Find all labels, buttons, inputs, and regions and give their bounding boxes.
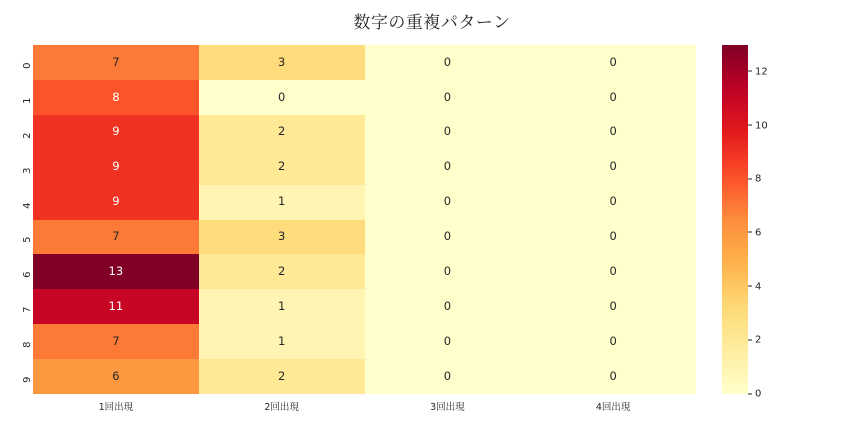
y-axis-tick-label: 4	[21, 202, 33, 209]
heatmap-cell	[365, 45, 531, 80]
heatmap-cell	[365, 254, 531, 289]
x-axis-tick-label: 3回出現	[430, 402, 465, 413]
heatmap-cell-value: 0	[609, 298, 617, 313]
y-axis-tick-label: 3	[21, 167, 33, 174]
heatmap-cell	[33, 254, 199, 289]
heatmap-cell-value: 0	[609, 124, 617, 139]
heatmap-cell	[530, 150, 696, 185]
heatmap-cell-value: 9	[112, 194, 120, 209]
heatmap-cell	[365, 324, 531, 359]
colorbar-tick-label: 12	[748, 66, 768, 77]
colorbar-tick-label: 10	[748, 120, 768, 131]
heatmap-cell	[199, 359, 365, 394]
heatmap-cell	[199, 220, 365, 255]
colorbar-tick-label: 6	[748, 227, 761, 238]
heatmap-cell-value: 2	[277, 368, 286, 383]
heatmap-cell-value: 0	[609, 194, 617, 209]
heatmap-cell	[365, 185, 531, 220]
heatmap-cell-value: 13	[108, 264, 124, 279]
heatmap-cell-value: 2	[277, 159, 286, 174]
heatmap-cell	[530, 254, 696, 289]
x-axis-tick-label: 4回出現	[595, 402, 631, 413]
heatmap-cell	[199, 254, 365, 289]
heatmap-cell	[365, 220, 531, 255]
heatmap-cell	[199, 324, 365, 359]
heatmap-cell-value: 0	[443, 298, 452, 313]
heatmap-cell-value: 0	[443, 229, 452, 244]
heatmap-cell-value: 0	[443, 54, 452, 69]
heatmap-cell	[33, 324, 199, 359]
y-axis-tick-label: 0	[21, 62, 33, 69]
x-axis-tick-label: 1回出現	[98, 402, 134, 413]
heatmap-cell-value: 2	[277, 124, 286, 139]
heatmap-cell-value: 8	[112, 89, 120, 104]
heatmap-cell	[33, 289, 199, 324]
heatmap-cell	[33, 115, 199, 150]
y-axis-tick-label: 5	[21, 236, 33, 244]
colorbar-tick-label: 0	[748, 389, 761, 400]
y-axis-tick-label: 7	[21, 306, 33, 314]
chart-title: 数字の重複パターン	[353, 13, 511, 33]
heatmap-cell-value: 0	[277, 89, 286, 104]
heatmap-cell	[33, 185, 199, 220]
heatmap-cell	[33, 359, 199, 394]
heatmap-cell-value: 0	[609, 264, 617, 279]
heatmap-cell-value: 9	[112, 124, 120, 139]
heatmap-cell	[199, 45, 365, 80]
heatmap-cell-value: 7	[112, 229, 120, 244]
heatmap-cell	[33, 80, 199, 115]
heatmap-cell	[530, 289, 696, 324]
colorbar	[722, 45, 768, 400]
heatmap-cell-value: 11	[108, 298, 124, 313]
heatmap-cell-value: 9	[112, 159, 120, 174]
heatmap-cell	[33, 220, 199, 255]
y-axis-tick-label: 9	[21, 376, 33, 383]
heatmap-cell	[33, 45, 199, 80]
heatmap-cell	[530, 80, 696, 115]
y-axis-tick-label: 2	[21, 132, 33, 139]
heatmap-cell	[365, 289, 531, 324]
y-axis-tick-label: 1	[21, 97, 33, 104]
heatmap-cell	[530, 185, 696, 220]
heatmap-cell-value: 0	[443, 333, 452, 348]
heatmap-cell-value: 0	[443, 368, 452, 383]
heatmap-cell-value: 0	[443, 159, 452, 174]
x-axis-tick-labels	[33, 399, 696, 413]
heatmap-cell-value: 0	[609, 229, 617, 244]
heatmap-cell	[365, 150, 531, 185]
heatmap-cell-value: 3	[277, 229, 286, 244]
heatmap-cell-value: 0	[609, 368, 617, 383]
heatmap-cell-value: 1	[277, 194, 286, 209]
heatmap-cell	[199, 289, 365, 324]
heatmap-cell-value: 0	[443, 194, 452, 209]
heatmap-cell-value: 1	[277, 298, 286, 313]
heatmap-cell-value: 3	[277, 54, 286, 69]
heatmap-cell	[199, 185, 365, 220]
colorbar-tick-label: 4	[748, 281, 761, 292]
heatmap-cell-value: 7	[112, 333, 120, 348]
heatmap-cell	[199, 115, 365, 150]
heatmap-cell-value: 7	[112, 54, 120, 69]
heatmap-cell-value: 0	[609, 333, 617, 348]
heatmap-cell-value: 0	[609, 89, 617, 104]
heatmap-cell-value: 0	[609, 159, 617, 174]
heatmap-cell	[199, 150, 365, 185]
colorbar-gradient	[722, 45, 748, 394]
heatmap-cell	[530, 324, 696, 359]
x-axis-tick-label: 2回出現	[264, 402, 299, 413]
colorbar-tick-label: 2	[748, 335, 761, 346]
heatmap-cell-value: 2	[277, 264, 286, 279]
heatmap-cell	[365, 115, 531, 150]
heatmap-cell	[365, 359, 531, 394]
heatmap-plot-area	[21, 45, 696, 394]
heatmap-cell-value: 0	[443, 89, 452, 104]
heatmap-cell	[530, 359, 696, 394]
heatmap-cell	[530, 115, 696, 150]
heatmap-cells	[33, 45, 696, 394]
heatmap-cell	[199, 80, 365, 115]
heatmap-cell-value: 1	[277, 333, 286, 348]
y-axis-tick-label: 8	[21, 341, 33, 348]
heatmap-cell	[530, 220, 696, 255]
y-axis-tick-label: 6	[21, 271, 33, 279]
heatmap-cell-value: 0	[443, 124, 452, 139]
heatmap-cell	[365, 80, 531, 115]
heatmap-cell-value: 0	[443, 264, 452, 279]
heatmap-cell	[33, 150, 199, 185]
heatmap-cell-value: 6	[112, 368, 120, 383]
heatmap-cell	[530, 45, 696, 80]
heatmap-cell-value: 0	[609, 54, 617, 69]
colorbar-tick-label: 8	[748, 174, 761, 185]
